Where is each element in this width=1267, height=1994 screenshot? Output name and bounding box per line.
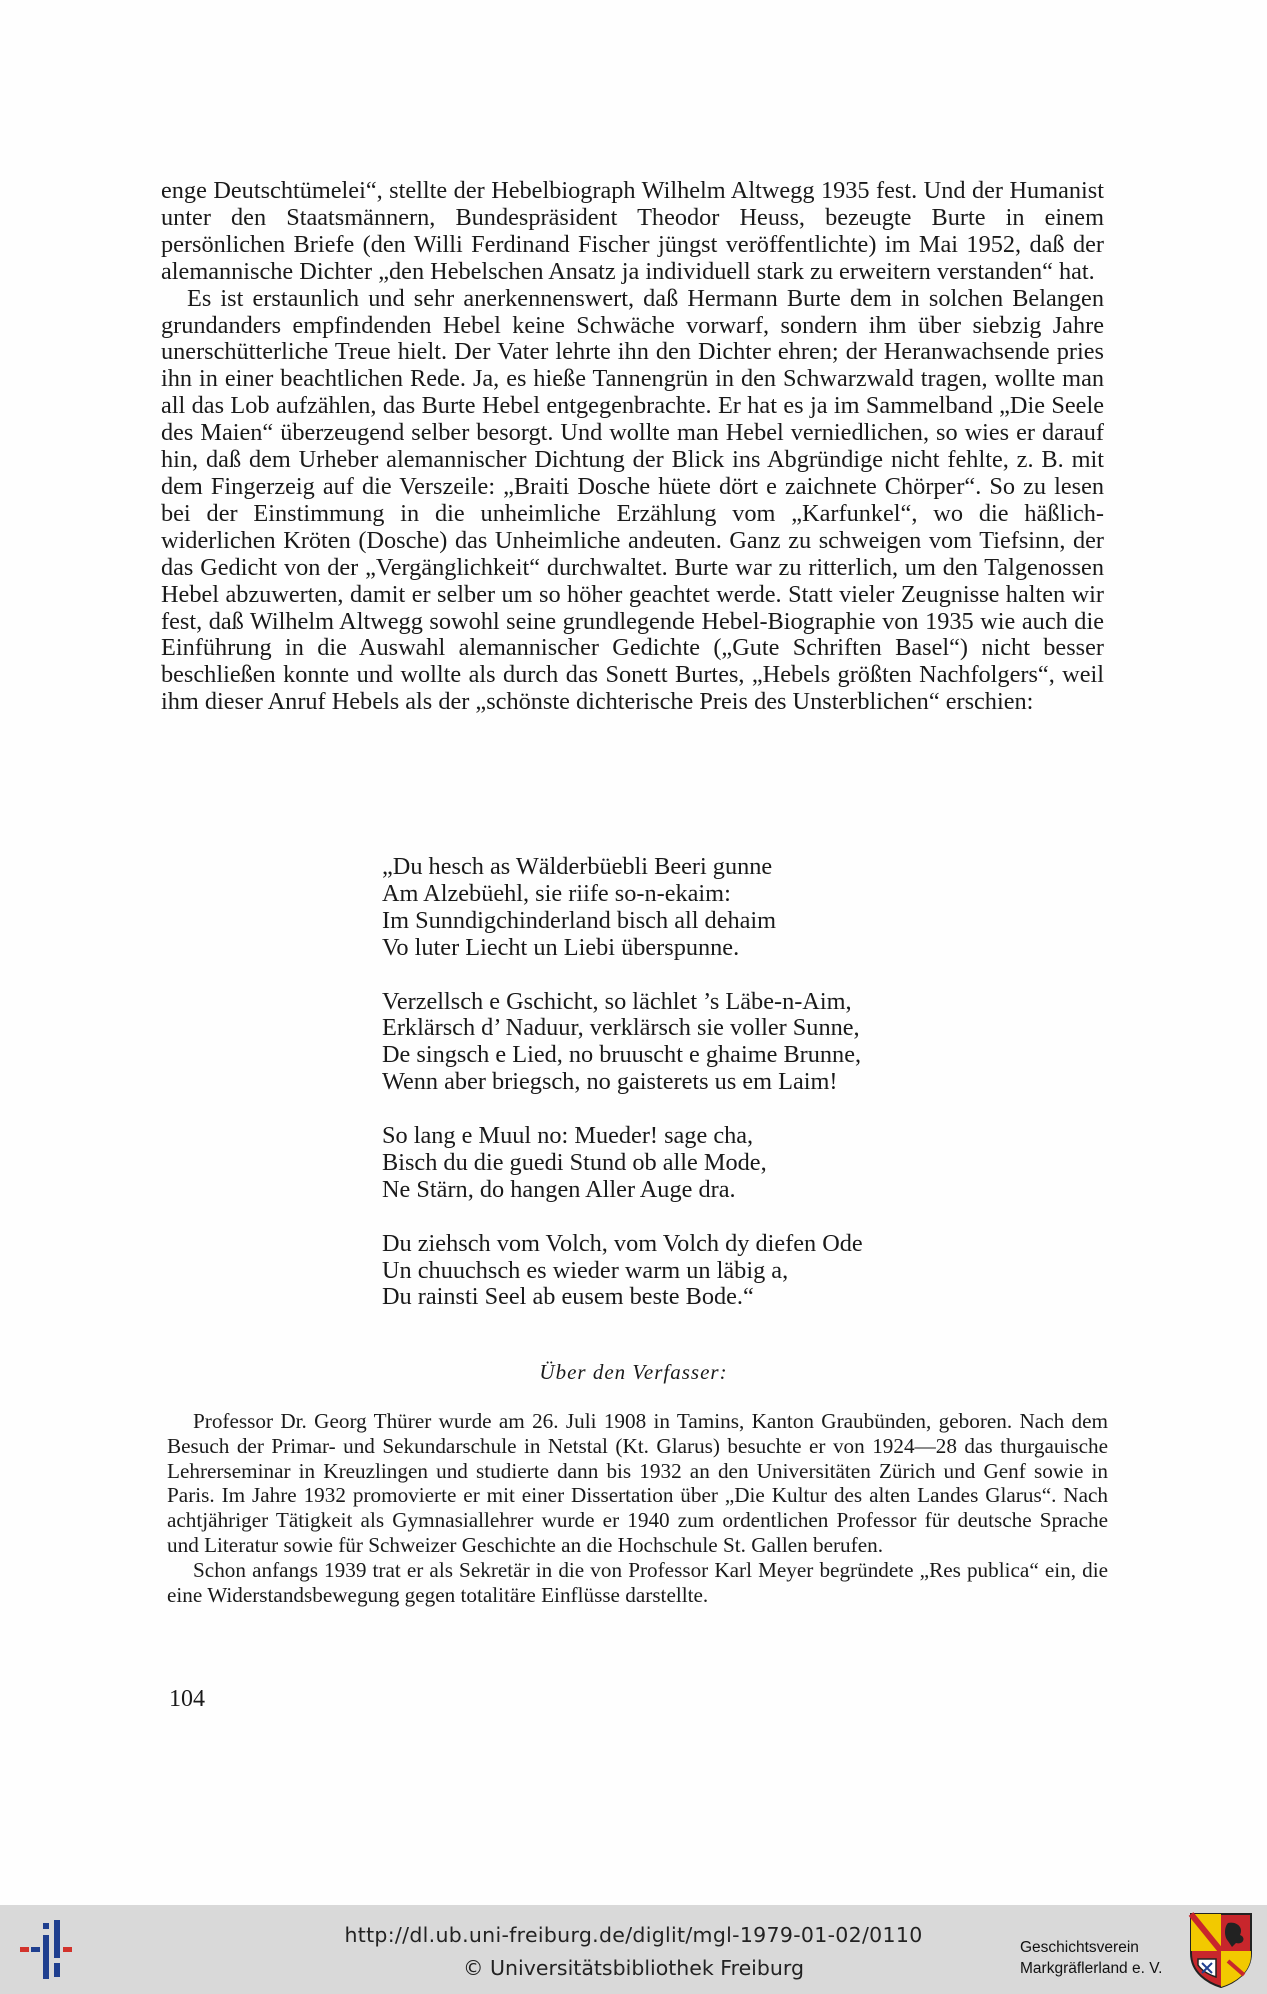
society-name-line: Geschichtsverein <box>1020 1939 1139 1956</box>
section-heading: Über den Verfasser: <box>539 1360 728 1384</box>
verse-line: Im Sunndigchinderland bisch all dehaim <box>382 906 777 934</box>
verse-line: Vo luter Liecht un Liebi überspunne. <box>382 933 740 961</box>
verse-line: Wenn aber briegsch, no gaisterets us em Laim! <box>382 1068 838 1096</box>
copyright-text: © Universitätsbibliothek Freiburg <box>463 1956 804 1980</box>
stanza <box>382 1231 1022 1312</box>
verse-line: Du rainsti Seel ab eusem beste Bode.“ <box>382 1283 754 1311</box>
paragraph: Schon anfangs 1939 trat er als Sekretär in die von Professor Karl Meyer begründete „Res publica“ ein, die eine Widerstandsbewegung gegen totalitäre Einflüsse darstellte. <box>167 1557 1108 1607</box>
verse-line: Verzellsch e Gschicht, so lächlet ’s Läbe-n-Aim, <box>382 987 852 1015</box>
verse-line: Ne Stärn, do hangen Aller Auge dra. <box>382 1175 736 1203</box>
verse-line: „Du hesch as Wälderbüebli Beeri gunne <box>382 853 773 880</box>
society-name-line: Markgräflerland e. V. <box>1020 1960 1163 1977</box>
page-number: 104 <box>169 1686 205 1712</box>
sonnet <box>382 854 1022 1338</box>
paragraph: Es ist erstaunlich und sehr anerkennenswert, daß Hermann Burte dem in solchen Belangen grundanders empfindenden Hebel keine Schwäche vorwarf, sondern ihm über siebzig Jahre unerschütterliche Treue hielt. Der Vater lehrte ihn den Dichter ehren; der Heranwachsende pries ihn in einer beachtlichen Rede. Ja, es hieße Tannengrün in den Schwarzwald tragen, wollte man all das Lob aufzählen, das Burte Hebel entgegenbrachte. Er hat es ja im Sammelband „Die Seele des Maien“ überzeugend selber besorgt. Und wollte man Hebel verniedlichen, so wies er darauf hin, daß dem Urheber alemannischer Dichtung der Blick ins Abgründige nicht fehlte, z. B. mit dem Fingerzeig auf die Verszeile: „Braiti Dosche hüete dört e zaichnete Chörper“. So zu lesen bei der Einstimmung in die unheimliche Erzählung vom „Karfunkel“, wo die häßlich-widerlichen Kröten (Dosche) das Unheimliche andeuten. Ganz zu schweigen vom Tiefsinn, der das Gedicht von der „Vergänglichkeit“ durchwaltet. Burte war zu ritterlich, um den Talgenossen Hebel abzuwerten, damit er selber um so höher geachtet werde. Statt vieler Zeugnisse halten wir fest, daß Wilhelm Altwegg sowohl seine grundlegende Hebel-Biographie von 1935 wie auch die Einführung in die Auswahl alemannischer Gedichte („Gute Schriften Basel“) nicht besser beschließen konnte und wollte als durch das Sonett Burtes, „Hebels größten Nachfolgers“, weil ihm dieser Anruf Hebels als der „schönste dichterische Preis des Unsterblichen“ erschien: <box>161 284 1104 716</box>
verse-line: Du ziehsch vom Volch, vom Volch dy diefen Ode <box>382 1229 863 1257</box>
verse-line: Bisch du die guedi Stund ob alle Mode, <box>382 1148 767 1176</box>
verse-line: So lang e Muul no: Mueder! sage cha, <box>382 1122 754 1150</box>
source-url-link[interactable]: http://dl.ub.uni-freiburg.de/diglit/mgl-1979-01-02/0110 <box>344 1923 923 1947</box>
verse-line: Un chuuchsch es wieder warm un läbig a, <box>382 1256 789 1284</box>
stanza <box>382 989 1022 1097</box>
author-bio <box>167 1409 1108 1607</box>
verse-line: Am Alzebüehl, sie riife so-n-ekaim: <box>382 879 731 907</box>
society-name <box>1020 1937 1180 1979</box>
main-text <box>161 178 1104 716</box>
paragraph: enge Deutschtümelei“, stellte der Hebelbiograph Wilhelm Altwegg 1935 fest. Und der Humanist unter den Staatsmännern, Bundespräsident Theodor Heuss, bezeugte Burte in einem persönlichen Briefe (den Willi Ferdinand Fischer jüngst veröffentlichte) im Mai 1952, daß der alemannische Dichter „den Hebelschen Ansatz ja individuell stark zu erweitern verstanden“ hat. <box>161 177 1104 285</box>
paragraph: Professor Dr. Georg Thürer wurde am 26. Juli 1908 in Tamins, Kanton Graubünden, geboren. Nach dem Besuch der Primar- und Sekundarschule in Netstal (Kt. Glarus) besuchte er von 1924—28 das thurgauische Lehrerseminar in Kreuzlingen und studierte dann bis 1932 an den Universitäten Zürich und Genf sowie in Paris. Im Jahre 1932 promovierte er mit einer Dissertation über „Die Kultur des alten Landes Glarus“. Nach achtjähriger Tätigkeit als Gymnasiallehrer wurde er 1940 zum ordentlichen Professor für deutsche Sprache und Literatur sowie für Schweizer Geschichte an die Hochschule St. Gallen berufen. <box>167 1409 1108 1557</box>
stanza <box>382 1123 1022 1204</box>
verse-line: De singsch e Lied, no bruuscht e ghaime Brunne, <box>382 1041 862 1069</box>
coat-of-arms-icon <box>1188 1911 1254 1989</box>
footer-bar <box>0 1905 1267 1994</box>
stanza <box>382 854 1022 962</box>
verse-line: Erklärsch d’ Naduur, verklärsch sie voller Sunne, <box>382 1014 860 1042</box>
